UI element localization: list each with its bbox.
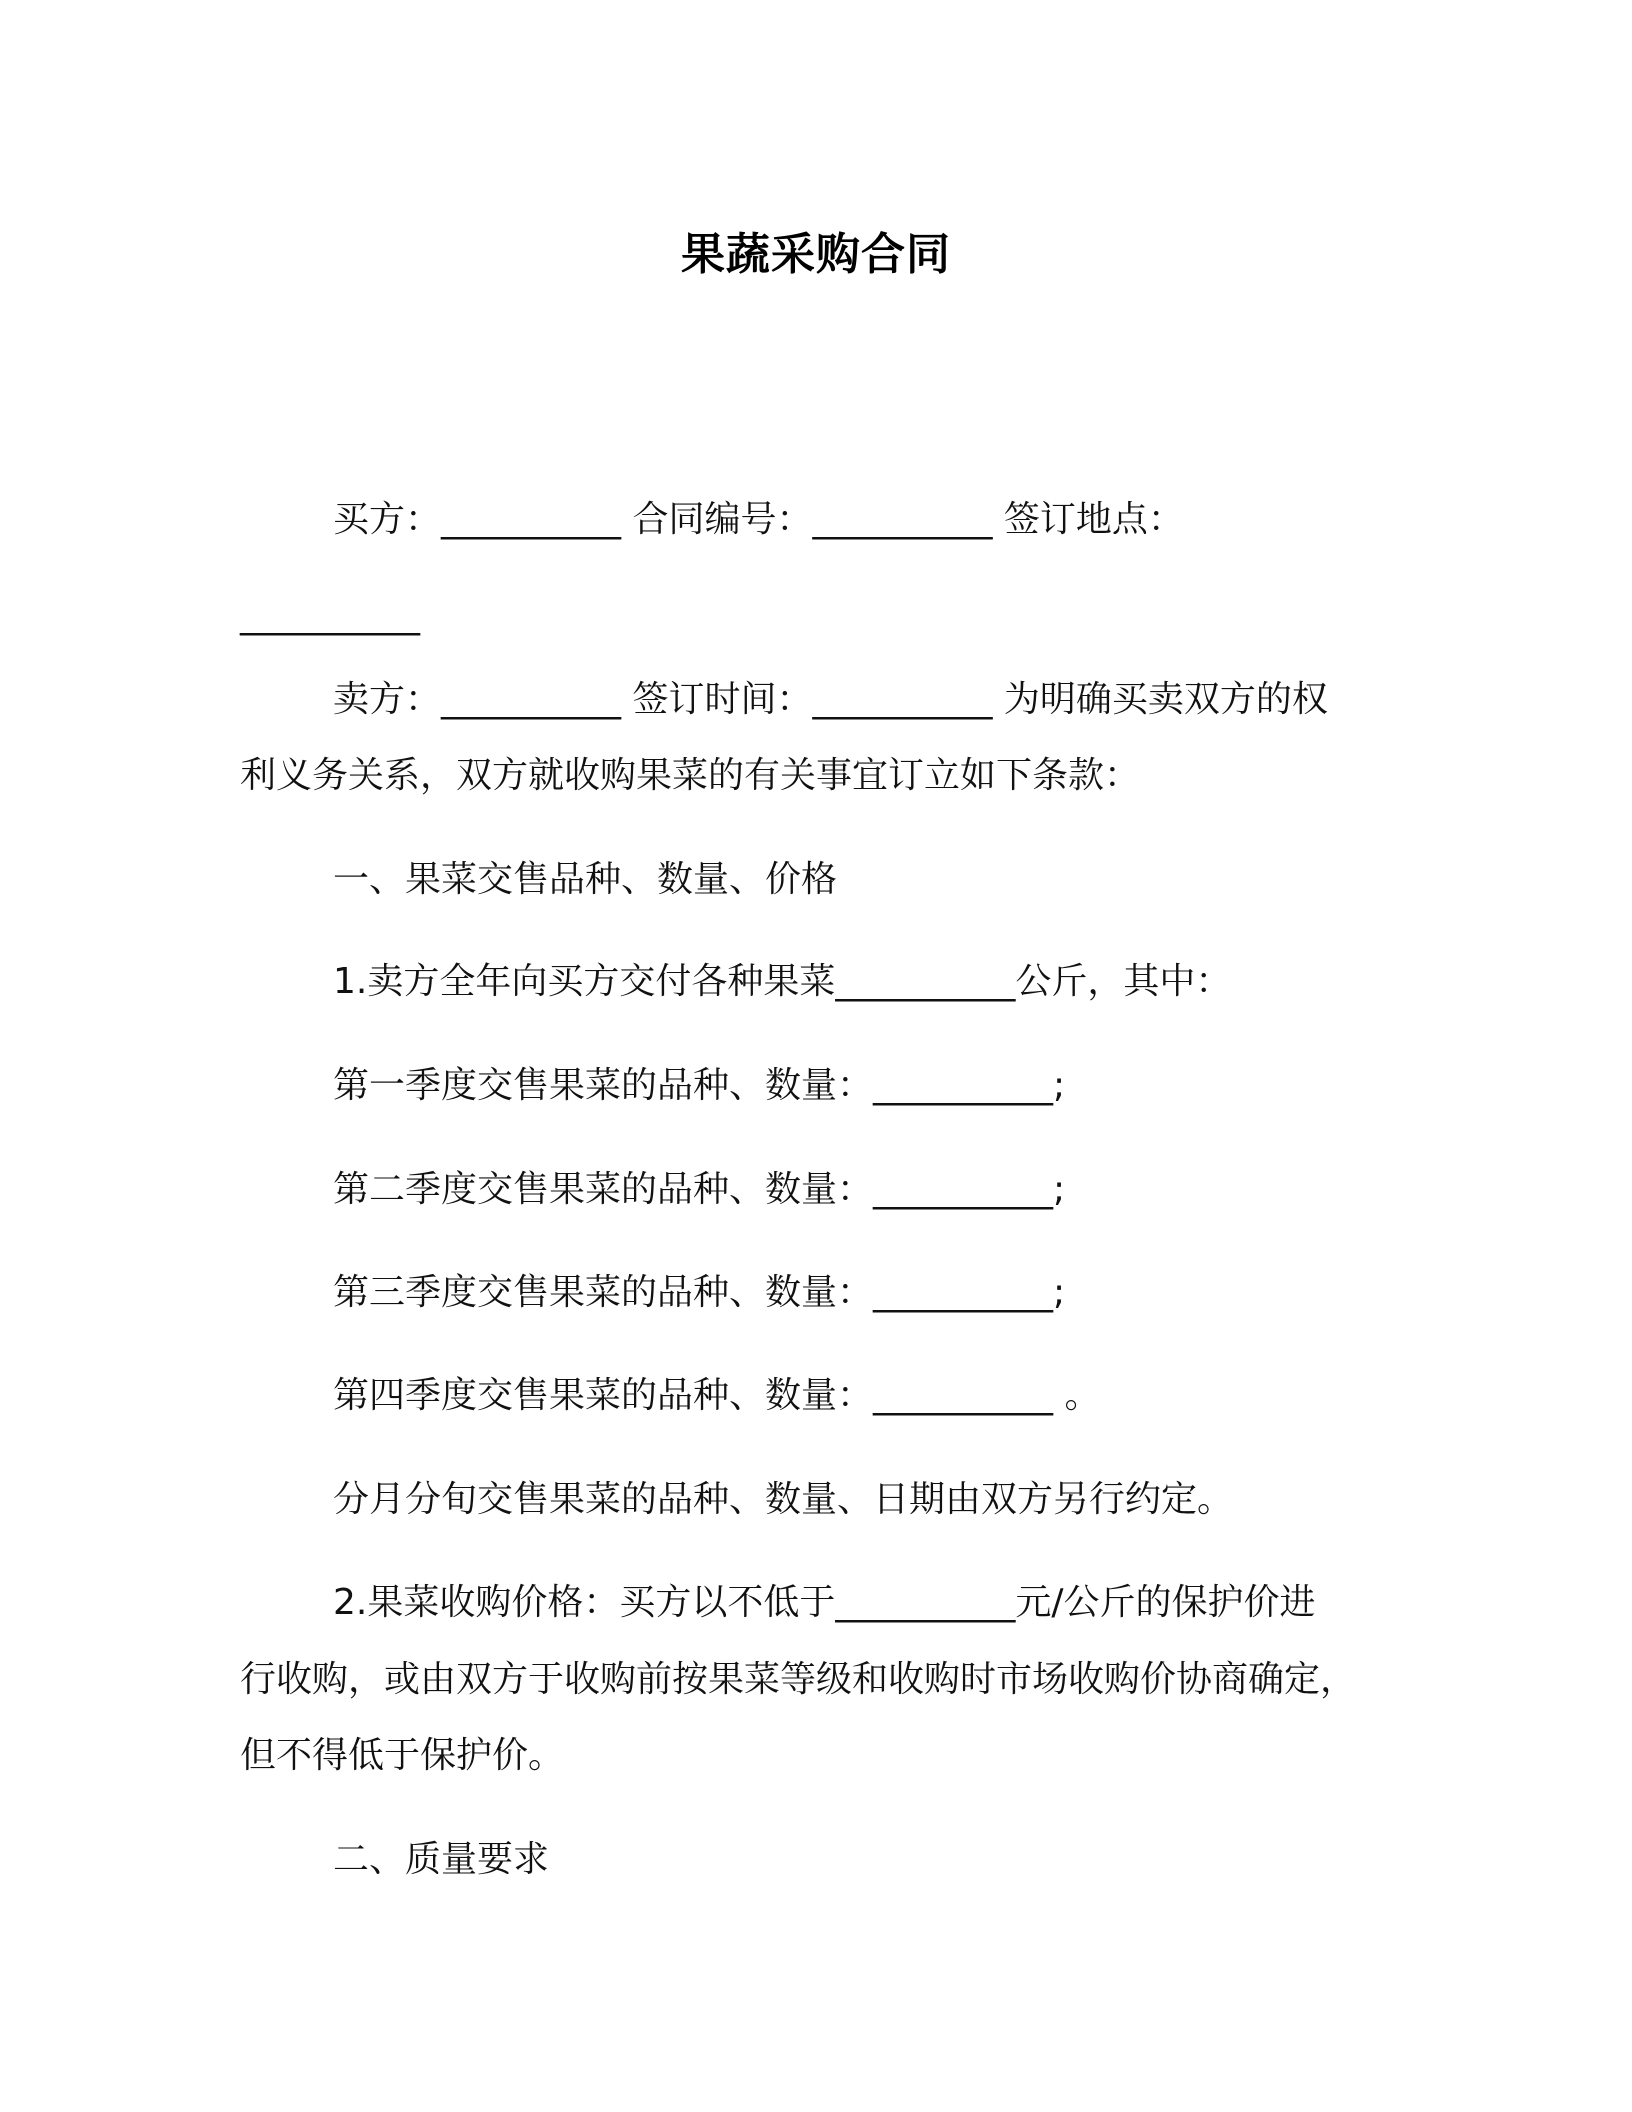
clause-2-price-line: 2.果菜收购价格：买方以不低于__________元/公斤的保护价进 bbox=[333, 1582, 1316, 1623]
quarter-1-line: 第一季度交售果菜的品种、数量：__________; bbox=[333, 1065, 1066, 1106]
clause-2-continuation-2: 但不得低于保护价。 bbox=[240, 1735, 565, 1776]
signing-place-blank: __________ bbox=[240, 595, 420, 636]
quarter-2-line: 第二季度交售果菜的品种、数量：__________; bbox=[333, 1169, 1066, 1210]
quarter-3-line: 第三季度交售果菜的品种、数量：__________; bbox=[333, 1272, 1066, 1313]
clause-2-continuation-1: 行收购，或由双方于收购前按果菜等级和收购时市场收购价协商确定， bbox=[240, 1659, 1357, 1700]
section-heading-2: 二、质量要求 bbox=[333, 1839, 550, 1880]
section-heading-1: 一、果菜交售品种、数量、价格 bbox=[333, 859, 838, 900]
quarter-4-line: 第四季度交售果菜的品种、数量：__________ 。 bbox=[333, 1375, 1101, 1416]
buyer-line: 买方：__________ 合同编号：__________ 签订地点： bbox=[333, 499, 1184, 540]
clause-1-intro: 1.卖方全年向买方交付各种果菜__________公斤，其中： bbox=[333, 961, 1232, 1002]
seller-line: 卖方：__________ 签订时间：__________ 为明确买卖双方的权 bbox=[333, 679, 1328, 720]
preamble-continuation: 利义务关系，双方就收购果菜的有关事宜订立如下条款： bbox=[240, 755, 1141, 796]
monthly-delivery-line: 分月分旬交售果菜的品种、数量、日期由双方另行约定。 bbox=[333, 1479, 1234, 1520]
document-title: 果蔬采购合同 bbox=[681, 229, 951, 280]
